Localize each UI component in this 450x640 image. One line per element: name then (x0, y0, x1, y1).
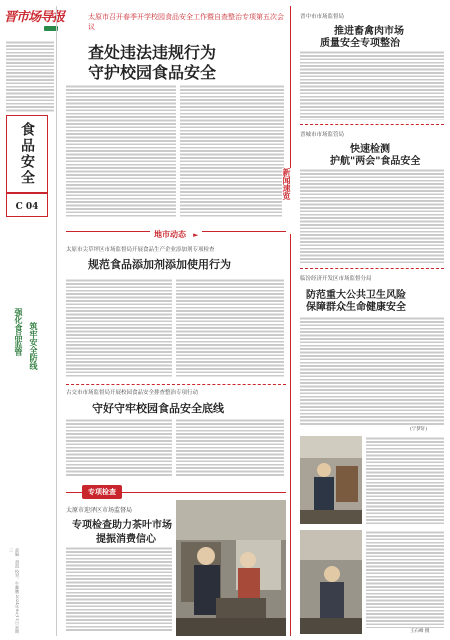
right-body-2 (300, 168, 444, 264)
page-footer: 责编：胡凯 校对：牛卿鹏 2024年9月11日 星期三 (9, 548, 20, 634)
story4-title-line-2: 提振消费信心 (96, 534, 156, 545)
section-name: 食品安全 (19, 122, 35, 186)
slogan-line-1: 强化食品监管 (14, 308, 24, 356)
lead-title-line-2: 守护校园食品安全 (88, 63, 217, 82)
right-rail-text: 新闻速览 (282, 168, 292, 200)
story3-body-col-2 (176, 418, 284, 476)
lead-body-col-2 (180, 84, 284, 218)
left-frame-line (56, 6, 57, 636)
slogan-line-2: 筑牢安全防线 (29, 322, 39, 370)
story4-title-line-1: 专项检查助力茶叶市场 (72, 520, 172, 531)
page-code-text: C 04 (15, 202, 39, 212)
left-column-text (6, 40, 54, 112)
right-body-4 (366, 436, 444, 524)
bar-arrow-icon: ► (193, 231, 199, 239)
special-label: 专项检查 (82, 485, 122, 499)
story4-body (66, 546, 172, 632)
right-title-2-line-2: 护航"两会"食品安全 (330, 156, 421, 167)
right-photo-1 (300, 436, 362, 524)
story4-kicker: 太原市迎泽区市场监督局 (66, 507, 133, 514)
right-title-1-line-1: 推进畜禽肉市场 (334, 26, 404, 37)
story3-kicker: 古交市市场监督局开展校园食品安全排查整治专项行动 (66, 390, 199, 396)
right-title-1-line-2: 质量安全专项整治 (320, 38, 400, 49)
right-body-3 (300, 316, 444, 426)
divider-dashed-right-2 (300, 268, 444, 269)
masthead-title-text: 晋市场导报 (4, 10, 65, 25)
right-kicker-2: 晋城市市场监管局 (300, 132, 345, 138)
right-body-1 (300, 50, 444, 120)
right-title-2-line-1: 快速检测 (350, 144, 390, 155)
right-byline-3: (宁梦轩) (410, 427, 428, 432)
lead-kicker: 太原市召开春季开学校园食品安全工作暨自查整治专项第五次会议 (88, 13, 284, 31)
inspection-photo-image (176, 500, 286, 636)
story3-title: 守好守牢校园食品安全底线 (92, 402, 224, 415)
divider-dashed-right-1 (300, 124, 444, 125)
story2-body-col-1 (66, 278, 172, 378)
section-name-box (6, 115, 48, 193)
page-code (6, 193, 48, 217)
story2-kicker: 太原市尖草坪区市场监督局开展食品生产企业添加剂专项检查 (66, 247, 215, 253)
slogan (12, 308, 46, 396)
right-photo-2 (300, 530, 362, 634)
right-kicker-1: 晋中市市场监督局 (300, 14, 345, 20)
bar-label-text: 地市动态 (154, 229, 186, 239)
story2-body-col-2 (176, 278, 284, 378)
right-body-5 (366, 530, 444, 628)
market-photo-image (300, 436, 362, 524)
story3-body-col-1 (66, 418, 172, 476)
story2-title: 规范食品添加剂添加使用行为 (88, 258, 231, 271)
lead-title-line-1: 查处违法违规行为 (88, 43, 217, 62)
shop-photo-image (300, 530, 362, 634)
lead-body-col-1 (66, 84, 176, 218)
bar-label (150, 222, 202, 241)
right-title-3-line-1: 防范重大公共卫生风险 (306, 290, 406, 301)
divider-dashed-1 (66, 384, 286, 385)
right-rail-label (282, 168, 296, 234)
right-byline-last: 王石峰 摄 (410, 629, 430, 634)
story4-photo (176, 500, 286, 636)
right-title-3-line-2: 保障群众生命健康安全 (306, 302, 406, 313)
right-kicker-3: 临汾经济开发区市场监督分局 (300, 276, 372, 282)
